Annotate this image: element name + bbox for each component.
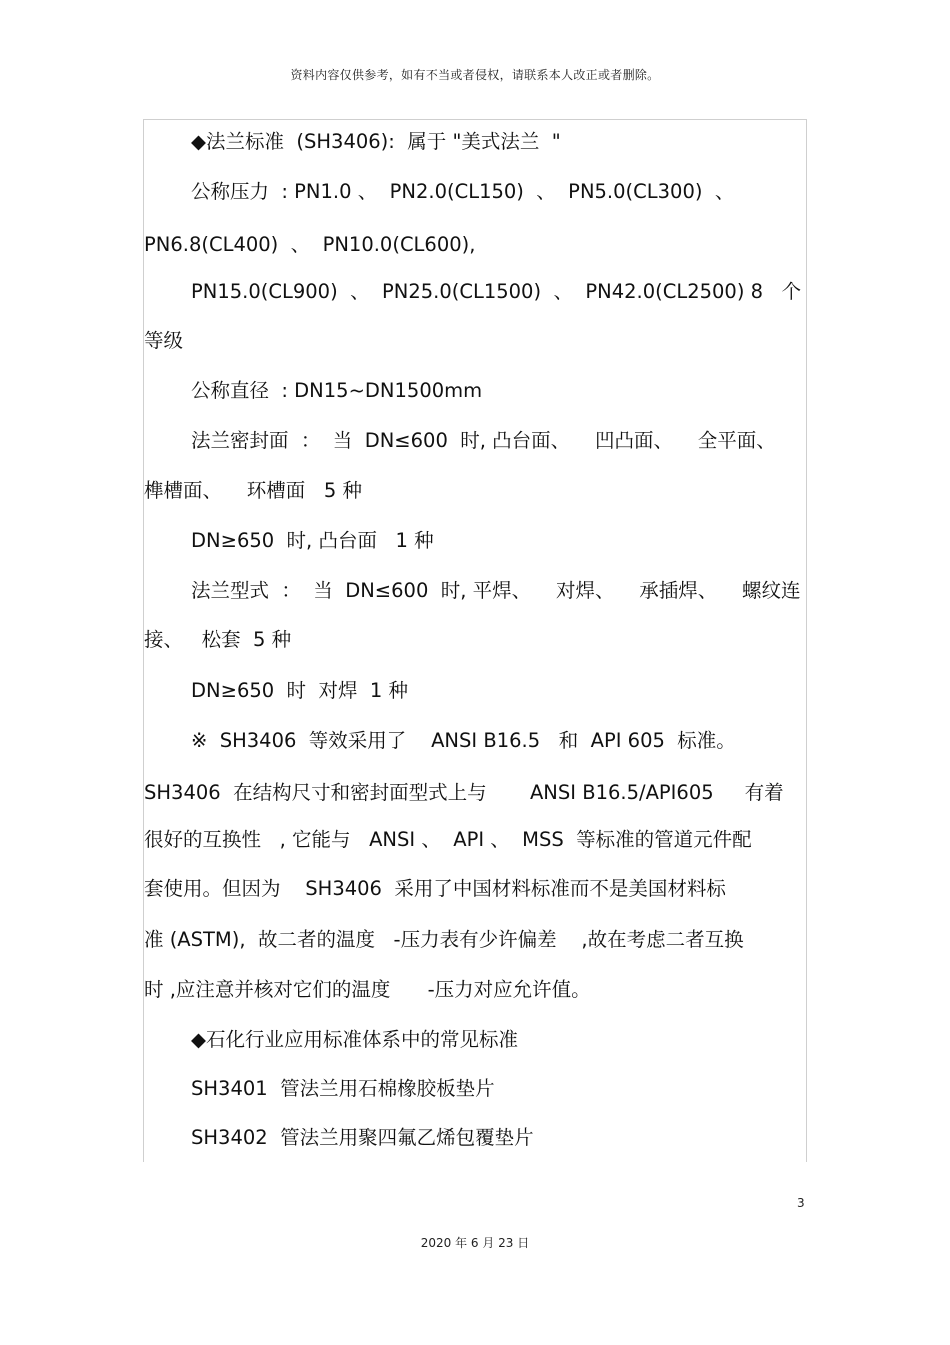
text-line-sealing-face-dn650: DN≥650 时, 凸台面 1 种 <box>191 529 434 552</box>
text-line-nominal-diameter: 公称直径 : DN15~DN1500mm <box>191 379 483 402</box>
text-line-paragraph-2: 很好的互换性 , 它能与 ANSI 、 API 、 MSS 等标准的管道元件配 <box>144 828 752 851</box>
footer-date: 2020 年 6 月 23 日 <box>420 1236 530 1250</box>
text-line-paragraph-3: 套使用。但因为 SH3406 采用了中国材料标准而不是美国材料标 <box>144 877 726 900</box>
text-line-equivalence: ※ SH3406 等效采用了 ANSI B16.5 和 API 605 标准。 <box>191 729 736 752</box>
page-number: 3 <box>797 1196 805 1210</box>
text-line-flange-type-cont: 接、 松套 5 种 <box>144 628 292 651</box>
text-line-paragraph-5: 时 ,应注意并核对它们的温度 -压力对应允许值。 <box>144 978 591 1001</box>
text-line-flange-type-dn650: DN≥650 时 对焊 1 种 <box>191 679 408 702</box>
disclaimer-header: 资料内容仅供参考，如有不当或者侵权，请联系本人改正或者删除。 <box>290 68 660 82</box>
text-line-sh3401: SH3401 管法兰用石棉橡胶板垫片 <box>191 1077 495 1100</box>
text-line-flange-standard: ◆法兰标准 (SH3406): 属于 "美式法兰 " <box>191 130 561 153</box>
text-line-grade: 等级 <box>144 329 184 352</box>
text-line-common-standards-heading: ◆石化行业应用标准体系中的常见标准 <box>191 1028 518 1051</box>
text-line-sh3402: SH3402 管法兰用聚四氟乙烯包覆垫片 <box>191 1126 534 1149</box>
text-line-nominal-pressure: 公称压力 : PN1.0 、 PN2.0(CL150) 、 PN5.0(CL300) 、 <box>191 180 735 203</box>
text-line-sealing-face-cont: 榫槽面、 环槽面 5 种 <box>144 479 362 502</box>
text-line-sealing-face: 法兰密封面 ： 当 DN≤600 时, 凸台面、 凹凸面、 全平面、 <box>191 429 776 452</box>
text-line-pressure-cont2: PN15.0(CL900) 、 PN25.0(CL1500) 、 PN42.0(CL2500) 8 个 <box>191 280 802 303</box>
text-line-paragraph-1: SH3406 在结构尺寸和密封面型式上与 ANSI B16.5/API605 有着 <box>144 781 784 804</box>
text-line-pressure-cont: PN6.8(CL400) 、 PN10.0(CL600), <box>144 233 476 256</box>
text-line-paragraph-4: 准 (ASTM), 故二者的温度 -压力表有少许偏差 ,故在考虑二者互换 <box>144 928 744 951</box>
text-line-flange-type: 法兰型式 ： 当 DN≤600 时, 平焊、 对焊、 承插焊、 螺纹连 <box>191 579 801 602</box>
